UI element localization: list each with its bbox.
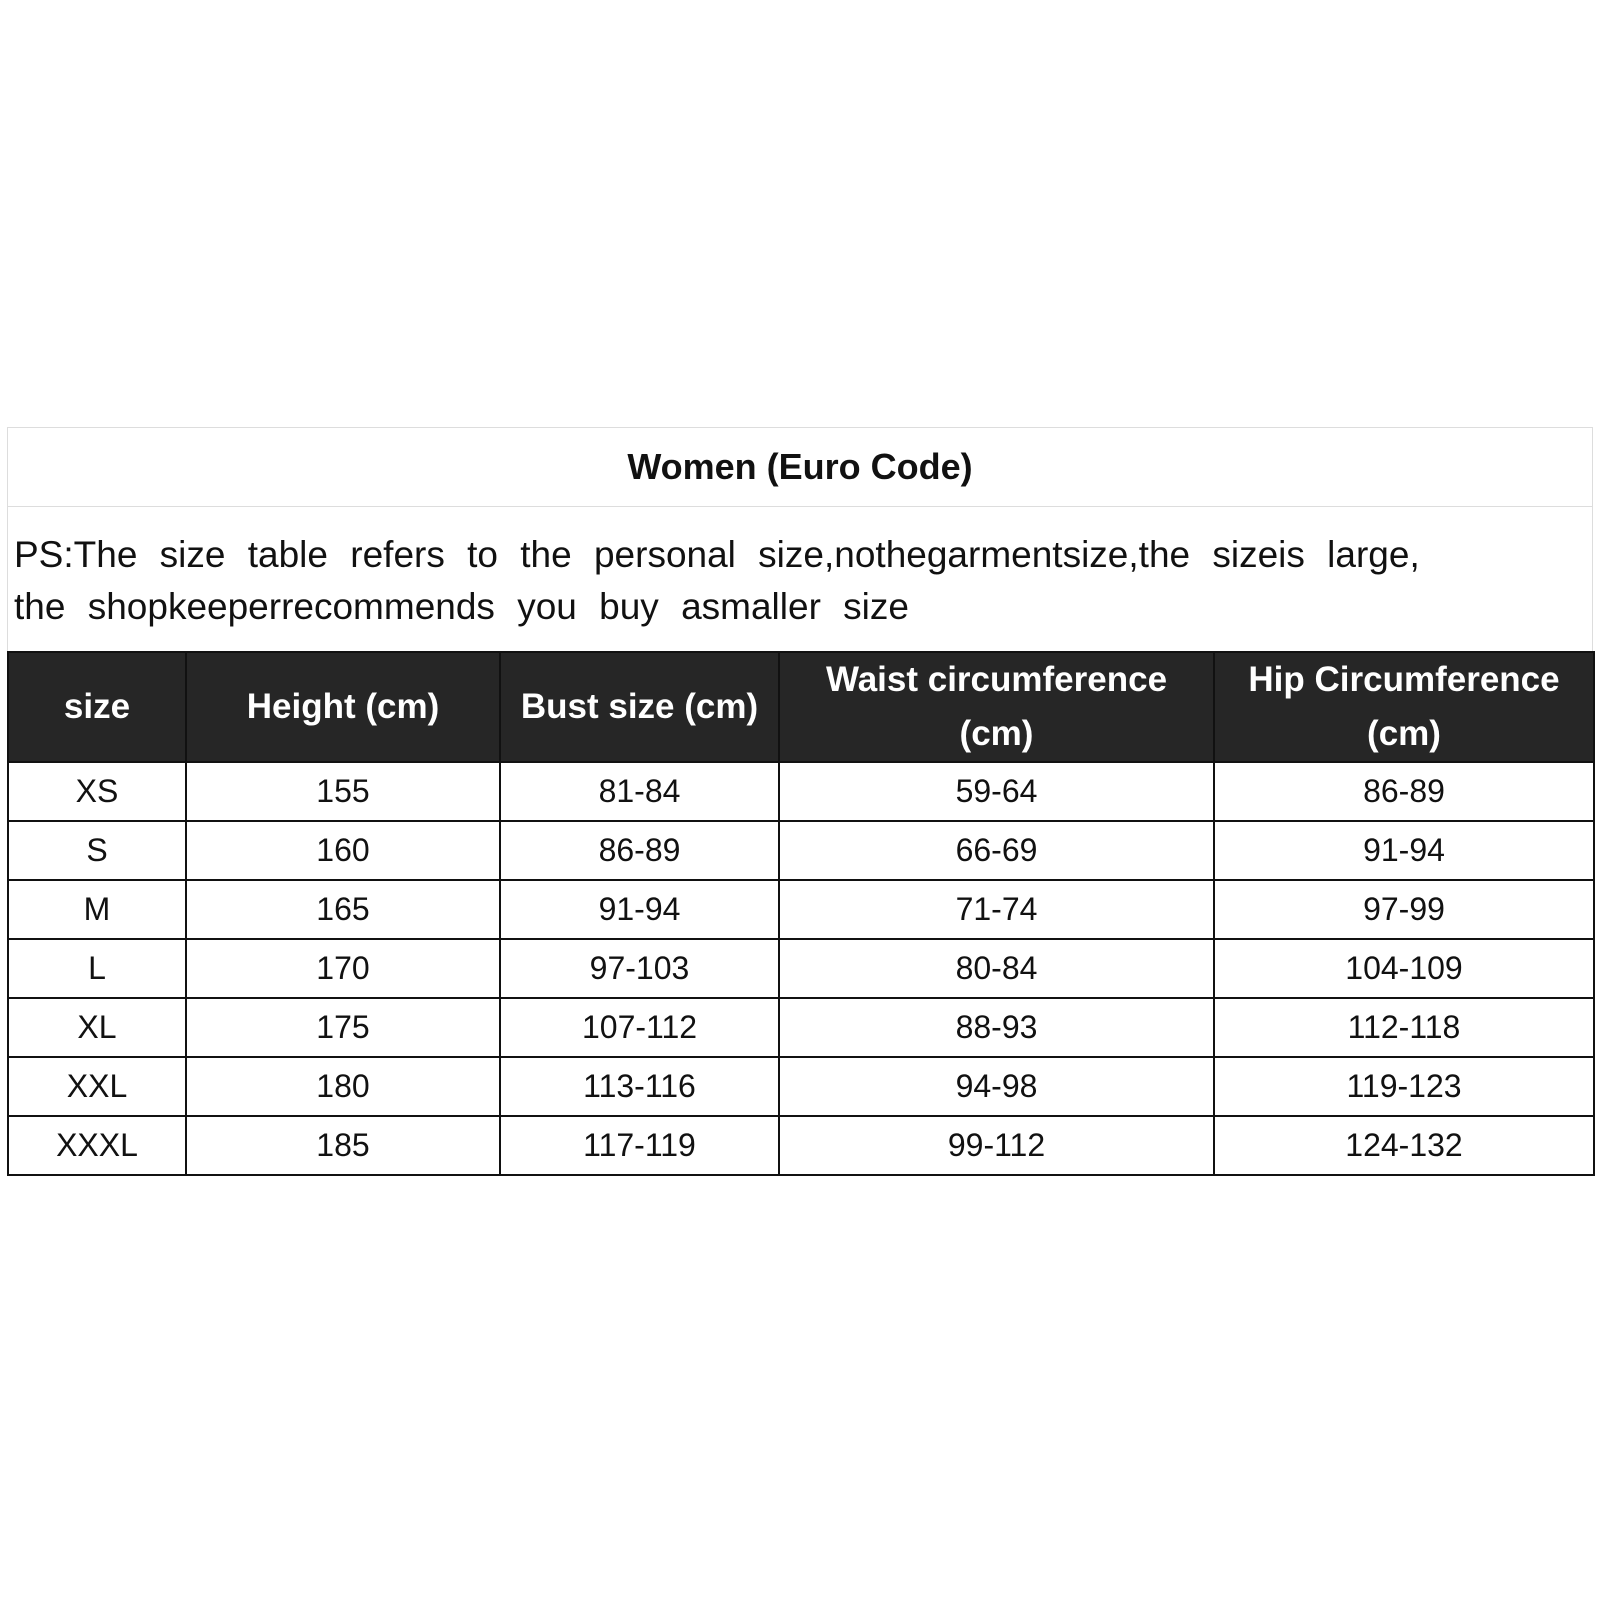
cell-bust: 97-103 bbox=[500, 939, 779, 998]
cell-size: XS bbox=[8, 762, 186, 821]
cell-size: XXL bbox=[8, 1057, 186, 1116]
chart-note bbox=[7, 507, 1593, 651]
cell-height: 165 bbox=[186, 880, 500, 939]
cell-size: M bbox=[8, 880, 186, 939]
cell-bust: 81-84 bbox=[500, 762, 779, 821]
header-waist-unit: (cm) bbox=[959, 714, 1034, 753]
header-row bbox=[8, 652, 1594, 762]
table-header bbox=[8, 652, 1594, 762]
cell-height: 160 bbox=[186, 821, 500, 880]
header-waist-label: Waist circumference bbox=[825, 660, 1168, 699]
cell-bust: 86-89 bbox=[500, 821, 779, 880]
cell-waist: 59-64 bbox=[779, 762, 1214, 821]
cell-height: 155 bbox=[186, 762, 500, 821]
cell-size: S bbox=[8, 821, 186, 880]
cell-hip: 119-123 bbox=[1214, 1057, 1594, 1116]
table-row bbox=[8, 1116, 1594, 1175]
cell-height: 170 bbox=[186, 939, 500, 998]
cell-size: XL bbox=[8, 998, 186, 1057]
cell-waist: 94-98 bbox=[779, 1057, 1214, 1116]
cell-hip: 91-94 bbox=[1214, 821, 1594, 880]
header-bust bbox=[500, 652, 779, 762]
cell-waist: 66-69 bbox=[779, 821, 1214, 880]
header-size bbox=[8, 652, 186, 762]
cell-hip: 112-118 bbox=[1214, 998, 1594, 1057]
table-body bbox=[8, 762, 1594, 1175]
cell-hip: 124-132 bbox=[1214, 1116, 1594, 1175]
table-row bbox=[8, 880, 1594, 939]
table-row bbox=[8, 821, 1594, 880]
note-line-1: PS:The size table refers to the personal size,nothegarmentsize,the sizeis large, bbox=[14, 534, 1420, 575]
cell-hip: 104-109 bbox=[1214, 939, 1594, 998]
header-hip-label: Hip Circumference bbox=[1248, 660, 1560, 699]
size-table bbox=[7, 651, 1595, 1176]
header-height-label: Height (cm) bbox=[246, 687, 440, 726]
cell-hip: 97-99 bbox=[1214, 880, 1594, 939]
cell-waist: 80-84 bbox=[779, 939, 1214, 998]
header-waist bbox=[779, 652, 1214, 762]
cell-size: XXXL bbox=[8, 1116, 186, 1175]
cell-bust: 113-116 bbox=[500, 1057, 779, 1116]
header-bust-label: Bust size (cm) bbox=[520, 687, 759, 726]
header-height bbox=[186, 652, 500, 762]
table-row bbox=[8, 939, 1594, 998]
cell-waist: 99-112 bbox=[779, 1116, 1214, 1175]
header-size-label: size bbox=[63, 687, 131, 726]
cell-height: 180 bbox=[186, 1057, 500, 1116]
cell-bust: 107-112 bbox=[500, 998, 779, 1057]
cell-size: L bbox=[8, 939, 186, 998]
cell-bust: 117-119 bbox=[500, 1116, 779, 1175]
cell-bust: 91-94 bbox=[500, 880, 779, 939]
table-row bbox=[8, 1057, 1594, 1116]
cell-waist: 88-93 bbox=[779, 998, 1214, 1057]
cell-height: 175 bbox=[186, 998, 500, 1057]
chart-title: Women (Euro Code) bbox=[7, 427, 1593, 507]
cell-waist: 71-74 bbox=[779, 880, 1214, 939]
table-row bbox=[8, 762, 1594, 821]
table-row bbox=[8, 998, 1594, 1057]
header-hip bbox=[1214, 652, 1594, 762]
cell-height: 185 bbox=[186, 1116, 500, 1175]
note-line-2: the shopkeeperrecommends you buy asmaller size bbox=[14, 586, 909, 627]
header-hip-unit: (cm) bbox=[1367, 714, 1441, 753]
size-chart bbox=[7, 427, 1593, 1176]
cell-hip: 86-89 bbox=[1214, 762, 1594, 821]
